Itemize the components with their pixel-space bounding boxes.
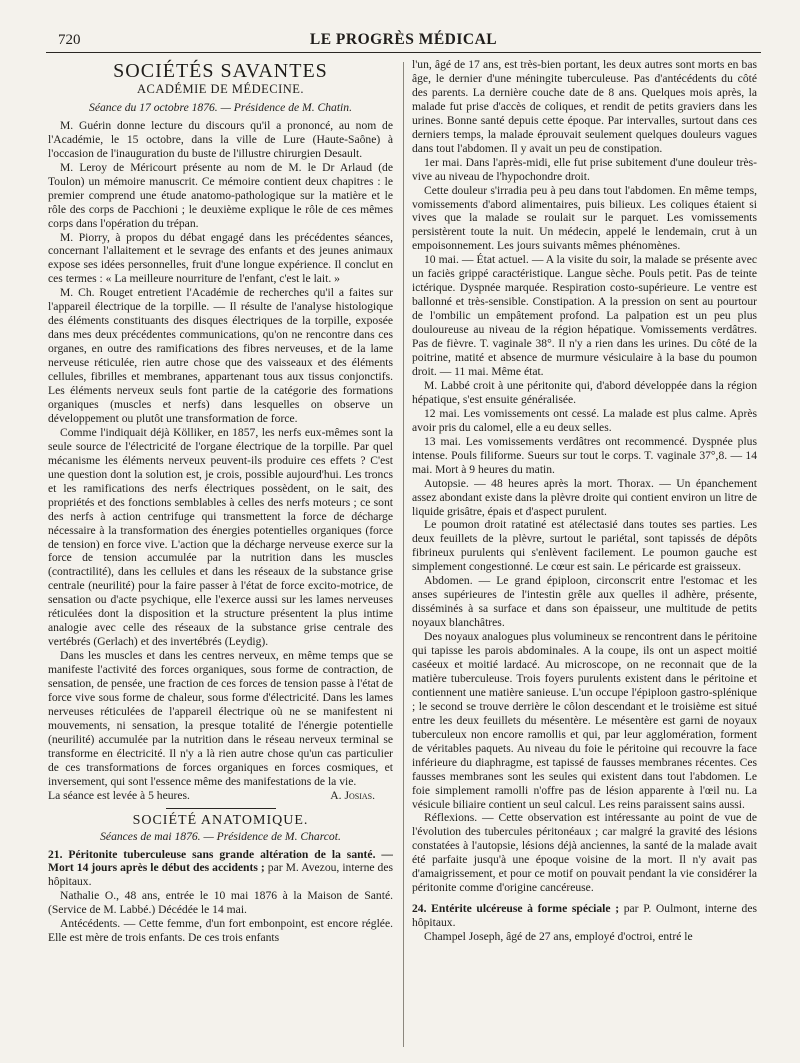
left-column [48,58,393,1053]
paragraph: Champel Joseph, âgé de 27 ans, employé d'octroi, entré le [424,930,693,944]
paragraph: 13 mai. Les vomissements verdâtres ont recommencé. Dyspnée plus intense. Pouls filiforme. Sueurs sur tout le corps. T. vaginale 37°,8. — 14 mai. Mort à 9 heures du matin. [412,434,757,476]
section-separator [166,808,276,809]
paragraph: Abdomen. — Le grand épiploon, circonscrit entre l'estomac et les anses supérieures de l'intestin grêle aux quelles il adhère, présente, disséminés à sa surface et dans son épaisseur, une multitude de petits noyaux blanchâtres. [412,574,757,630]
session-text: Séance du 17 octobre 1876. — Présidence de M. Chatin. [89,100,352,114]
section-title: SOCIÉTÉS SAVANTES [113,60,328,82]
paragraph: M. Ch. Rouget entretient l'Académie de recherches qu'il a faites sur l'appareil électrique de la torpille. — Il résulte de l'analyse histologique des éléments constituants des disques électriques de la torpille, exposée dans mes deux précédentes communications, qu'on ne rencontre dans ces organes, en outre des ramifications des fibres nerveuses, et de la lame nerveuse réticulée, rien autre chose que des vaisseaux et des éléments cellules, fibrilles et membranes, appartenant tous aux tissus conjonctifs. Les éléments nerveux seuls font partie de la catégorie des formations organiques (muscles et nerfs) dans lesquelles on observe un développement ou plutôt une transformation de force. [48,286,393,425]
paragraph: M. Piorry, à propos du débat engagé dans les précédentes séances, concernant l'allaitement et le sevrage des enfants et des jeunes animaux expose ses idées personnelles, fruit d'une longue expérience. Il conclut en ces termes : « La meilleure nourriture de l'enfant, c'est le lait. » [48,230,393,286]
paragraph: Dans les muscles et dans les centres nerveux, en même temps que se manifeste l'activité des forces organiques, sous forme de contraction, de sensation, de pensée, une fraction de ces forces de tension passe à l'état de force vive sous forme de chaleur, sous forme d'électricité. Dans les lames nerveuses réticulées de l'appareil électrique où ne se manifestent ni mouvements, ni sensation, la presque totalité de l'énergie potentielle (neurilité) accumulée par la nutrition dans le réseau nerveux terminal se transforme en électricité. Il n'y a là rien autre chose qu'un cas particulier de ces transformations de forces organiques en forces cosmiques, et inversement, qui sont l'essence même des manifestations de la vie. [48,649,393,788]
paragraph: Comme l'indiquait déjà Kölliker, en 1857, les nerfs eux-mêmes sont la seule source de l'électricité de l'organe électrique de la torpille. Par quel mécanisme les éléments nerveux peuvent-ils produire ces effets ? C'est une question dont la solution est, je crois, possible aujourd'hui. Les troncs et les ramifications des nerfs électriques possèdent, on le sait, des propriétés et des fonctions semblables à celles des nerfs moteurs ; ce sont des nerfs à action centrifuge qui transmettent la force de décharge nécessaire à la transformation des énergies potentielles organiques (force de tension) en force vive. L'action que la décharge nerveuse exerce sur la force de tension accumulée par la nutrition dans les muscles (contractilité), dans les cellules et dans les réseaux de la substance grise centrale (neurilité) pour la faire passer à l'état de force excito-motrice, de sensation ou d'acte psychique, elle l'exerce aussi sur les lames nerveuses réticulées dont la disposition et la structure présentent la plus intime analogie avec celle des réseaux de la substance grise centrale des vertébrés (Gerlach) et des invertébrés (Leydig). [48,425,393,649]
case-21-title: 21. Péritonite tuberculeuse sans grande altération de la santé. — Mort 14 jours après le début des accidents ; [48,847,393,875]
paragraph: M. Guérin donne lecture du discours qu'il a prononcé, au nom de l'Académie, le 15 octobre, dans la ville de Lure (Haute-Saône) à l'occasion de l'inauguration du buste de l'illustre chirurgien Desault. [48,118,393,160]
right-column [412,58,757,1053]
paragraph: Le poumon droit ratatiné est atélectasié dans toutes ses parties. Les deux feuillets de la plèvre, surtout le pariétal, sont tapissés de dépôts fibrineux purulents qui s'enlèvent facilement. Le poumon gauche est simplement congestionné. Le cœur est sain. Le péricarde est graisseux. [412,518,757,574]
anatomy-session-line [48,830,393,844]
column-divider [403,62,404,1047]
anatomy-title: SOCIÉTÉ ANATOMIQUE. [132,812,309,828]
case-21-author: par M. Avezou, interne des hôpitaux. [48,861,393,889]
case-24-title: 24. Entérite ulcéreuse à forme spéciale ; [412,902,620,916]
signature: A. Josias. [330,788,375,802]
paragraph: Autopsie. — 48 heures après la mort. Thorax. — Un épanchement assez abondant existe dans la plèvre droite qui contient environ un litre de liquide grisâtre, épais et d'aspect purulent. [412,476,757,518]
paragraph: Des noyaux analogues plus volumineux se rencontrent dans le péritoine qui tapisse les parois abdominales. A la coupe, ils ont un aspect moitié caséeux et moitié lardacé. Au microscope, on ne reconnait que de la matière tuberculeuse. Trois foyers purulents existent dans le péritoine et contiennent une matière sanieuse. L'un occupe l'épiploon gastro-splénique ; le second se trouve derrière le côlon descendant et le troisième est situé entre les deux feuillets du mésentère. Le mésentère est garni de noyaux tuberculeux non encore ramollis et qui, par leur agglomération, forment de véritables paquets. Au niveau du foie le péritoine qui recouvre la face inférieure du diaphragme, est tapissé de fausses membranes récentes. Ces fausses membranes sont les seules qui existent dans tout l'abdomen. Le foie simplement ramolli n'offre pas de lésion apparente à l'œil nu. La vésicule biliaire contient un seul calcul. Les reins paraissent sains aussi. [412,630,757,811]
paragraph: M. Labbé croit à une péritonite qui, d'abord développée dans la région hépatique, s'est ensuite généralisée. [412,378,757,406]
paragraph: Nathalie O., 48 ans, entrée le 10 mai 1876 à la Maison de Santé. (Service de M. Labbé.) Décédée le 14 mai. [48,889,393,917]
paragraph: 10 mai. — État actuel. — A la visite du soir, la malade se présente avec un faciès grippé caractéristique. Langue sèche. Pouls petit. Pas de teinte ictérique. Dyspnée marquée. Respiration costo-supérieure. Le ventre est ballonné et très-sensible. Constipation. A la pression on sent au pourtour de l'ombilic un empâtement profond. La palpation est un peu plus douloureuse au niveau de la région hépatique. Vomissements verdâtres. Pas de fièvre. T. vaginale 38°. Il n'y a rien dans les urines. Du côté de la poitrine, matité et absence de murmure vésiculaire à la base du poumon droit. — 11 mai. Même état. [412,253,757,378]
page-number: 720 [58,32,81,48]
paragraph: Réflexions. — Cette observation est intéressante au point de vue de l'évolution des tubercules péritonéaux ; car malgré la gravité des lésions constatées à l'autopsie, lésions déjà anciennes, la santé de la malade avait été parfaite jusqu'à une époque voisine de la mort. Il n'y avait pas d'amaigrissement, et pour ce motif on pouvait pendant la vie considérer la péritonite comme d'origine cancéreuse. [412,811,757,895]
paragraph: 12 mai. Les vomissements ont cessé. La malade est plus calme. Après avoir pris du calomel, elle a eu deux selles. [412,406,757,434]
page-header [46,30,761,53]
paragraph: Cette douleur s'irradia peu à peu dans tout l'abdomen. En même temps, vomissements d'abord alimentaires, puis bilieux. Les coliques étaient si vives que la malade se roulait sur le parquet. Les vomissements persistèrent toute la nuit. Un médecin, appelé le lendemain, crut à un empoisonnement. Les jours suivants mêmes phénomènes. [412,183,757,253]
paragraph: Antécédents. — Cette femme, d'un fort embonpoint, est encore réglée. Elle est mère de trois enfants. De ces trois enfants [48,917,393,945]
session-line [48,101,393,115]
paragraph: l'un, âgé de 17 ans, est très-bien portant, les deux autres sont morts en bas âge, le dernier d'une méningite tuberculeuse. Pas d'antécédents du côté des parents. La dernière couche date de 8 ans. Quelques mois après, la malade fut prise d'accès de coliques, et rendit de petits graviers dans les urines. Bonne santé depuis cette époque. Par intervalles, surtout dans ces derniers temps, la malade éprouvait seulement quelques douleurs vagues dans tout l'abdomen. Il y avait un peu de constipation. [412,58,757,155]
closing-text: La séance est levée à 5 heures. [48,788,190,802]
case-24-author: par P. Oulmont, interne des hôpitaux. [412,902,757,930]
anatomy-session-text: Séances de mai 1876. — Présidence de M. Charcot. [100,829,341,843]
journal-title: LE PROGRÈS MÉDICAL [309,31,498,48]
case-24-heading [412,902,757,930]
paragraph: 1er mai. Dans l'après-midi, elle fut prise subitement d'une douleur très-vive au niveau de l'hypochondre droit. [412,155,757,183]
paragraph: M. Leroy de Méricourt présente au nom de M. le Dr Arlaud (de Toulon) un mémoire manuscrit. Ce mémoire contient deux chapitres : le premier comprend une étude anatomo-pathologique sur la matière et le rôle des corps de Pacchioni ; le deuxième explique le rôle de ces mêmes corps dans l'opération du trépan. [48,160,393,230]
subsection-title: ACADÉMIE DE MÉDECINE. [136,82,305,96]
case-21-heading [48,848,393,890]
closing-line [48,789,393,803]
